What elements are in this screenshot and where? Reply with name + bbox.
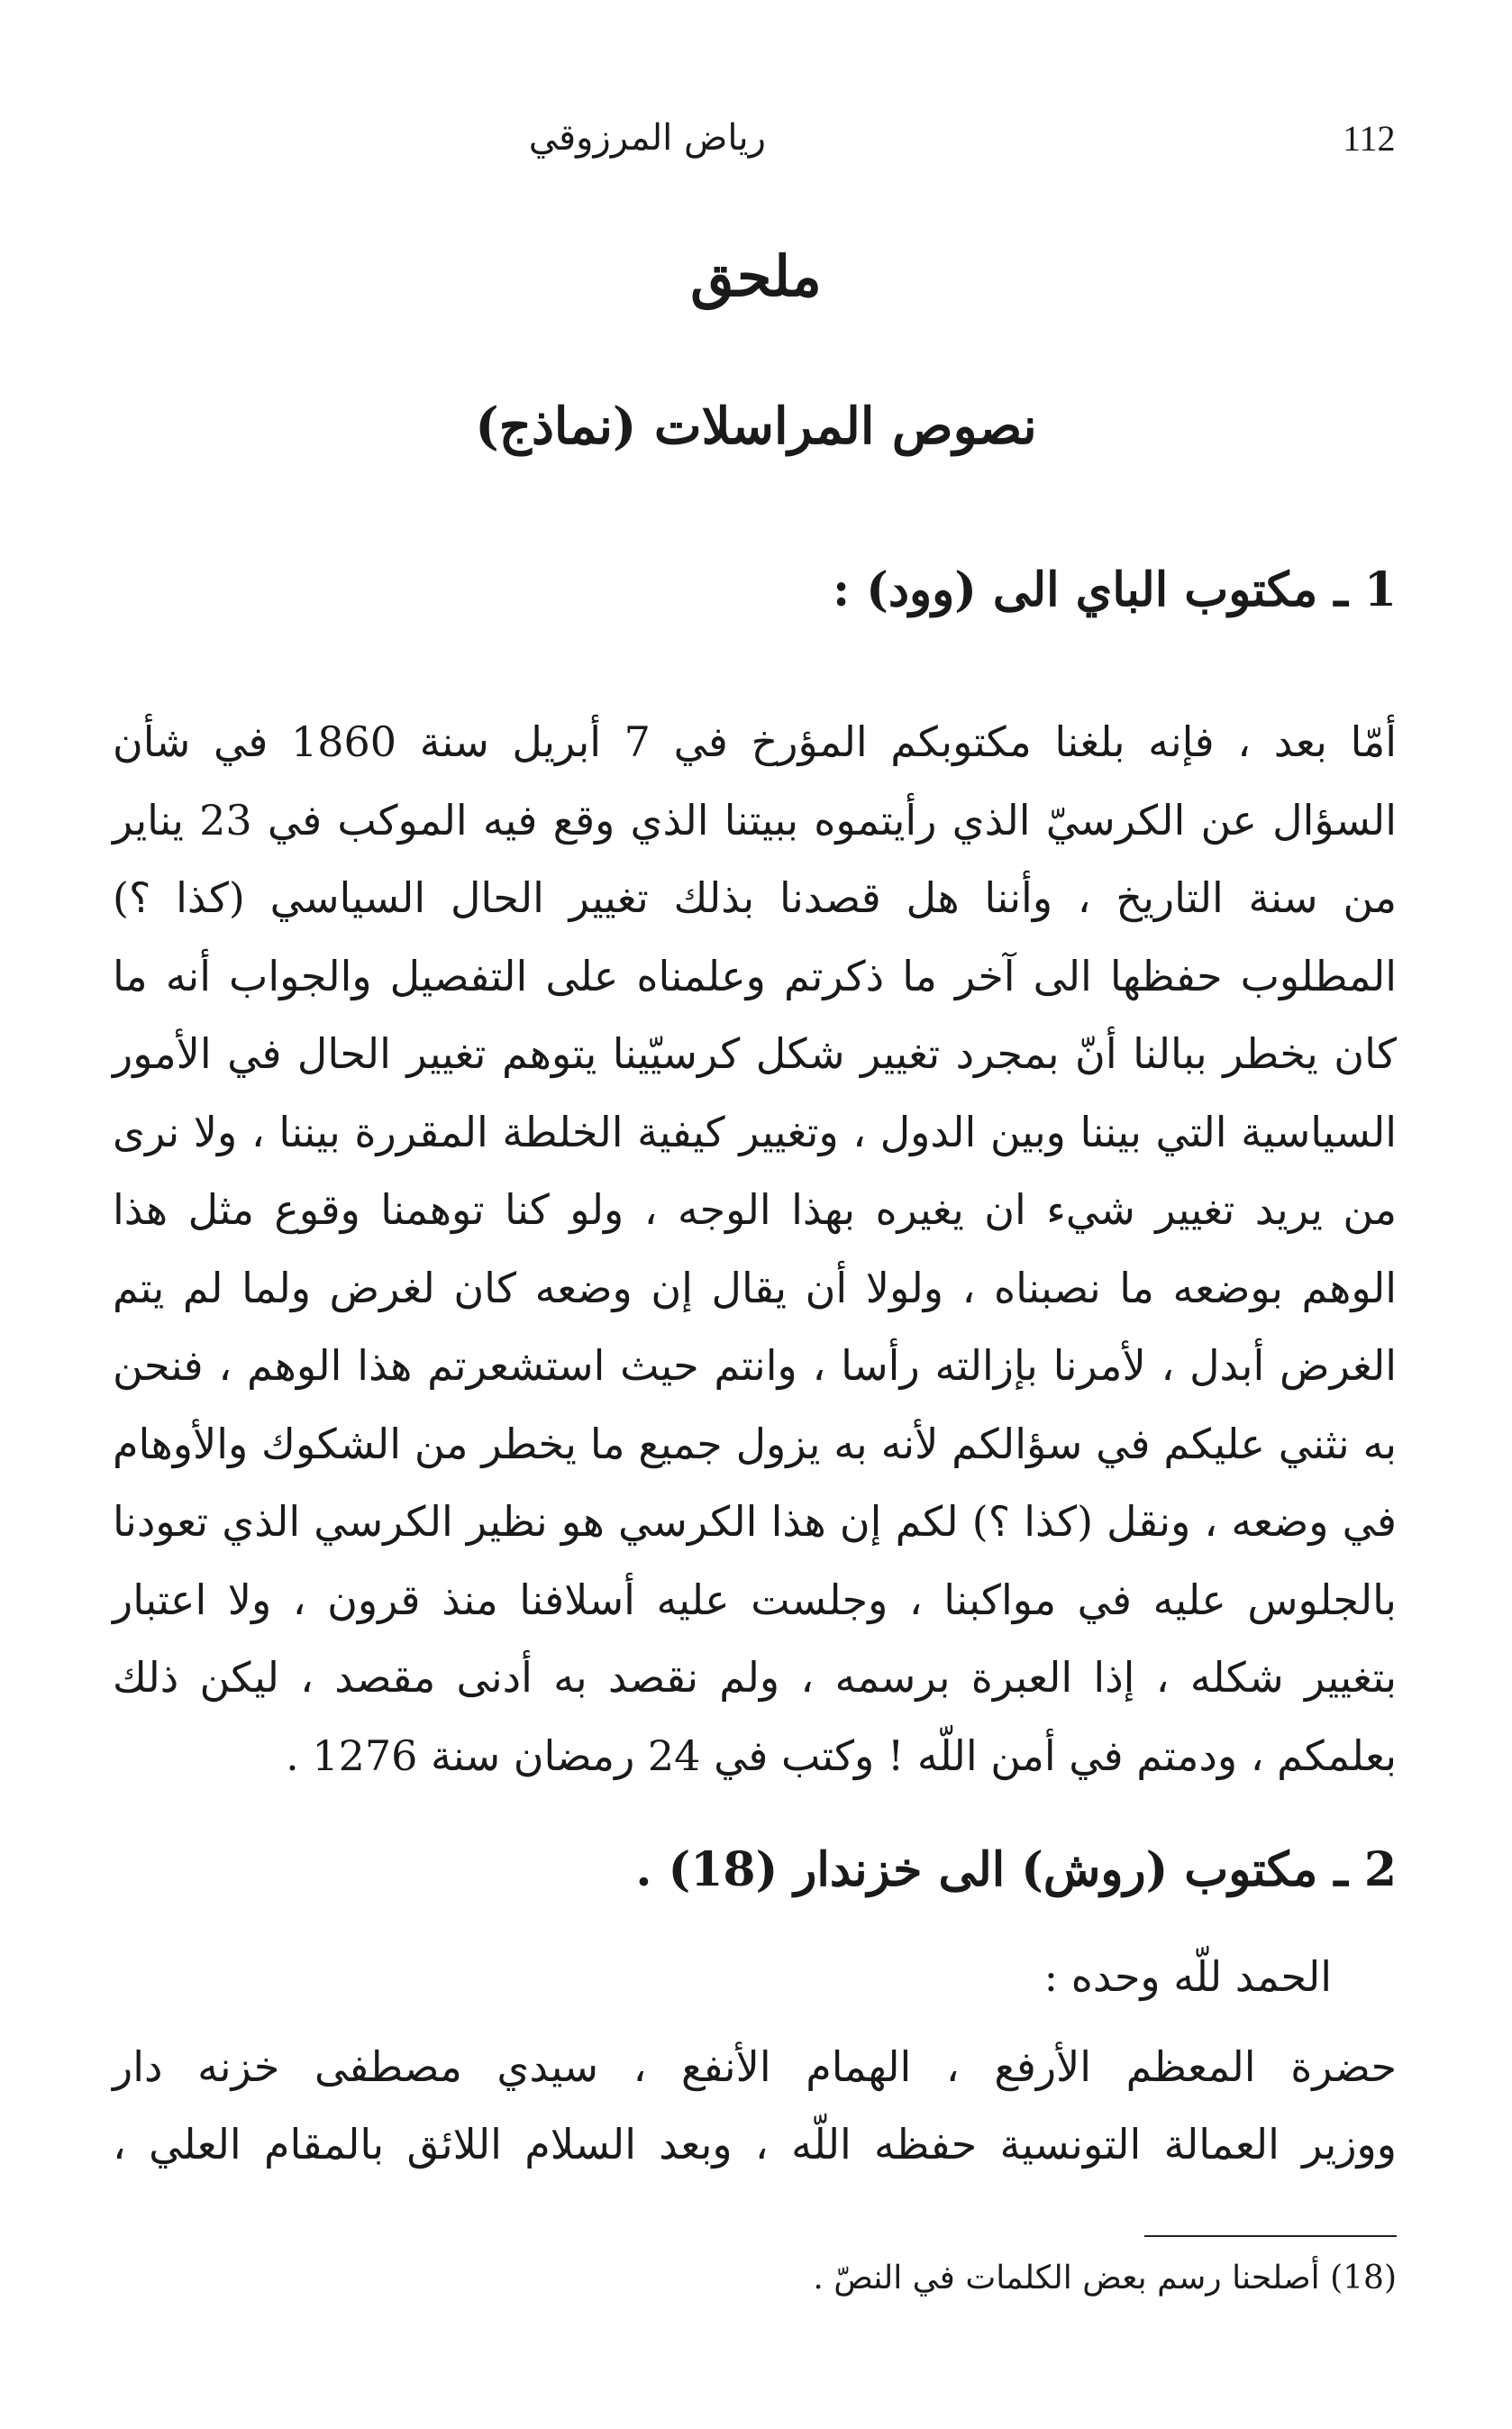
appendix-title: ملحق: [690, 243, 822, 309]
letter2-heading: 2 ـ مكتوب (روش) الى خزندار (18) .: [635, 1842, 1397, 1897]
page-number: 112: [1343, 118, 1396, 159]
footnote: (18) أصلحنا رسم بعض الكلمات في النصّ .: [813, 2260, 1397, 2297]
letter2-salutation: الحمد للّه وحده :: [1043, 1952, 1332, 2001]
running-title: رياض المرزوقي: [528, 117, 766, 159]
letter2-line-2: ووزير العمالة التونسية حفظه اللّه ، وبعد السلام اللائق بالمقام العلي ،: [113, 2120, 1397, 2169]
running-header: [117, 117, 1397, 180]
letter1-heading: 1 ـ مكتوب الباي الى (وود) :: [832, 562, 1397, 617]
letter1-body: أمّا بعد ، فإنه بلغنا مكتوبكم المؤرخ في 7 أبريل سنة 1860 في شأن السؤال عن الكرسيّ الذي رأيتموه ببيتنا الذي وقع فيه الموكب في 23 يناير من سنة التاريخ ، وأننا هل قصدنا بذلك تغيير الحال السياسي (كذا ؟) المطلوب حفظها الى آخر ما ذكرتم وعلمناه على التفصيل والجواب أنه ما كان يخطر ببالنا أنّ بمجرد تغيير شكل كرسيّينا يتوهم تغيير الحال في الأمور السياسية التي بيننا وبين الدول ، وتغيير كيفية الخلطة المقررة بيننا ، ولا نرى من يريد تغيير شيء ان يغيره بهذا الوجه ، ولو كنا توهمنا وقوع مثل هذا الوهم بوضعه ما نصبناه ، ولولا أن يقال إن وضعه كان لغرض ولما لم يتم الغرض أبدل ، لأمرنا بإزالته رأسا ، وانتم حيث استشعرتم هذا الوهم ، فنحن به نثني عليكم في سؤالكم لأنه به يزول جميع ما يخطر من الشكوك والأوهام في وضعه ، ونقل (كذا ؟) لكم إن هذا الكرسي هو نظير الكرسي الذي تعودنا بالجلوس عليه في مواكبنا ، وجلست عليه أسلافنا منذ قرون ، ولا اعتبار بتغيير شكله ، إذا العبرة برسمه ، ولم نقصد به أدنى مقصد ، ليكن ذلك بعلمكم ، ودمتم في أمن اللّه ! وكتب في 24 رمضان سنة 1276 .: [113, 717, 1398, 1780]
section-title: نصوص المراسلات (نماذج): [475, 397, 1037, 456]
letter2-line-1: حضرة المعظم الأرفع ، الهمام الأنفع ، سيدي مصطفى خزنه دار: [113, 2042, 1398, 2091]
footnote-divider: [1144, 2235, 1397, 2237]
